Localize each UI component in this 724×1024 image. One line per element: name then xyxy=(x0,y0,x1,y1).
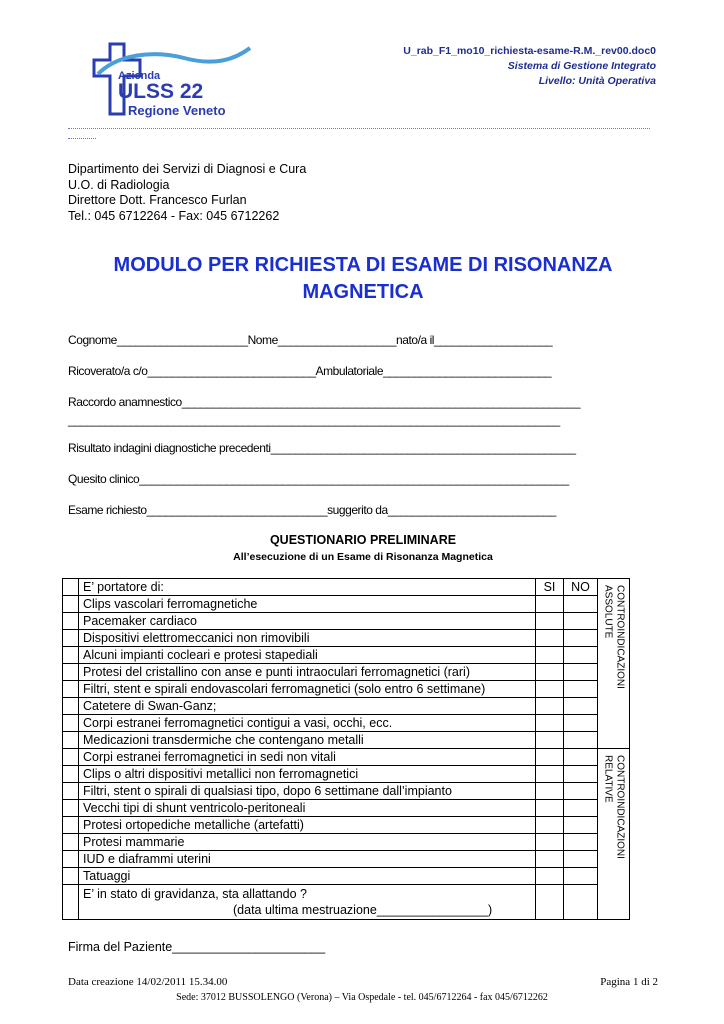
dept-line3: Direttore Dott. Francesco Furlan xyxy=(68,193,247,207)
table-row xyxy=(63,630,630,647)
row-number-cell xyxy=(63,596,79,613)
answer-no-checkbox[interactable] xyxy=(564,783,598,800)
row-number-cell xyxy=(63,783,79,800)
answer-si-checkbox[interactable] xyxy=(536,885,564,920)
patient-signature[interactable]: Firma del Paziente______________________ xyxy=(68,940,326,954)
questionnaire-subtitle: All’esecuzione di un Esame di Risonanza Magnetica xyxy=(233,551,493,563)
answer-si-checkbox[interactable] xyxy=(536,766,564,783)
answer-no-checkbox[interactable] xyxy=(564,664,598,681)
answer-si-checkbox[interactable] xyxy=(536,664,564,681)
row-number-cell xyxy=(63,868,79,885)
footer-page: Pagina 1 di 2 xyxy=(600,976,658,988)
answer-no-checkbox[interactable] xyxy=(564,732,598,749)
answer-no-checkbox[interactable] xyxy=(564,596,598,613)
questionnaire-table xyxy=(62,578,630,920)
answer-si-checkbox[interactable] xyxy=(536,647,564,664)
dept-line4: Tel.: 045 6712264 - Fax: 045 6712262 xyxy=(68,208,280,223)
question-item: Clips vascolari ferromagnetiche xyxy=(79,596,536,613)
field-anamnesis-continued[interactable]: _______________________________________________________________________________ xyxy=(68,413,560,427)
answer-no-checkbox[interactable] xyxy=(564,715,598,732)
answer-no-checkbox[interactable] xyxy=(564,868,598,885)
row-number-cell xyxy=(63,579,79,596)
question-item: Alcuni impianti cocleari e protesi stapediali xyxy=(79,647,536,664)
row-number-cell xyxy=(63,698,79,715)
table-row xyxy=(63,766,630,783)
answer-no-checkbox[interactable] xyxy=(564,630,598,647)
answer-si-checkbox[interactable] xyxy=(536,698,564,715)
answer-no-checkbox[interactable] xyxy=(564,647,598,664)
field-anamnesis[interactable]: Raccordo anamnestico________________________________________________________________ xyxy=(68,395,581,409)
table-row xyxy=(63,800,630,817)
table-row xyxy=(63,681,630,698)
dept-line1: Dipartimento dei Servizi di Diagnosi e Cura xyxy=(68,162,307,176)
row-number-cell xyxy=(63,817,79,834)
question-item: Tatuaggi xyxy=(79,868,536,885)
row-number-cell xyxy=(63,885,79,920)
field-requested-exam[interactable]: Esame richiesto_____________________________suggerito da___________________________ xyxy=(68,503,556,517)
header-separator xyxy=(68,128,650,129)
table-header-row xyxy=(63,579,630,596)
form-title xyxy=(68,252,658,306)
department-block xyxy=(68,162,306,224)
question-item: Pacemaker cardiaco xyxy=(79,613,536,630)
row-number-cell xyxy=(63,681,79,698)
answer-no-checkbox[interactable] xyxy=(564,851,598,868)
header-separator-stub xyxy=(68,138,96,139)
question-item-pregnancy xyxy=(79,885,536,920)
table-row xyxy=(63,647,630,664)
row-number-cell xyxy=(63,613,79,630)
table-row xyxy=(63,834,630,851)
table-row xyxy=(63,596,630,613)
field-previous-results[interactable]: Risultato indagini diagnostiche precedenti_________________________________________________ xyxy=(68,441,576,455)
question-item: Medicazioni transdermiche che contengano metalli xyxy=(79,732,536,749)
document-reference xyxy=(403,44,656,89)
answer-si-checkbox[interactable] xyxy=(536,800,564,817)
answer-no-checkbox[interactable] xyxy=(564,749,598,766)
row-number-cell xyxy=(63,800,79,817)
row-number-cell xyxy=(63,749,79,766)
logo-line1: Azienda xyxy=(118,70,161,82)
row-number-cell xyxy=(63,834,79,851)
answer-si-checkbox[interactable] xyxy=(536,834,564,851)
row-number-cell xyxy=(63,715,79,732)
side-label-absolute: CONTROINDICAZIONI ASSOLUTE xyxy=(602,585,626,689)
answer-no-checkbox[interactable] xyxy=(564,698,598,715)
question-item: Dispositivi elettromeccanici non rimovibili xyxy=(79,630,536,647)
table-row xyxy=(63,664,630,681)
answer-si-checkbox[interactable] xyxy=(536,630,564,647)
row-number-cell xyxy=(63,630,79,647)
answer-no-checkbox[interactable] xyxy=(564,800,598,817)
answer-no-checkbox[interactable] xyxy=(564,613,598,630)
answer-no-checkbox[interactable] xyxy=(564,681,598,698)
doc-system: Sistema di Gestione Integrato xyxy=(507,60,656,72)
table-row xyxy=(63,749,630,766)
question-item: Protesi mammarie xyxy=(79,834,536,851)
footer-address: Sede: 37012 BUSSOLENGO (Verona) – Via Ospedale - tel. 045/6712264 - fax 045/6712262 xyxy=(176,992,548,1003)
question-item: Protesi del cristallino con anse e punti intraoculari ferromagnetici (rari) xyxy=(79,664,536,681)
table-row xyxy=(63,613,630,630)
table-row xyxy=(63,817,630,834)
logo xyxy=(84,40,254,120)
table-row xyxy=(63,868,630,885)
dept-line2: U.O. di Radiologia xyxy=(68,177,170,192)
answer-si-checkbox[interactable] xyxy=(536,749,564,766)
row-number-cell xyxy=(63,664,79,681)
doc-level: Livello: Unità Operativa xyxy=(538,75,656,87)
side-label-absolute-cell xyxy=(598,579,630,749)
header-label: E’ portatore di: xyxy=(79,579,536,596)
question-item: Catetere di Swan-Ganz; xyxy=(79,698,536,715)
questionnaire-title: QUESTIONARIO PRELIMINARE xyxy=(269,533,457,547)
answer-si-checkbox[interactable] xyxy=(536,868,564,885)
answer-si-checkbox[interactable] xyxy=(536,715,564,732)
question-item: Corpi estranei ferromagnetici contigui a vasi, occhi, ecc. xyxy=(79,715,536,732)
question-item: Filtri, stent o spirali di qualsiasi tipo, dopo 6 settimane dall’impianto xyxy=(79,783,536,800)
question-item: Filtri, stent e spirali endovascolari ferromagnetici (solo entro 6 settimane) xyxy=(79,681,536,698)
answer-si-checkbox[interactable] xyxy=(536,851,564,868)
table-row xyxy=(63,698,630,715)
logo-line3: Regione Veneto xyxy=(128,103,226,118)
doc-filename: U_rab_F1_mo10_richiesta-esame-R.M._rev00.doc0 xyxy=(403,45,656,57)
title-line1: MODULO PER RICHIESTA DI ESAME DI RISONANZA xyxy=(113,254,613,276)
table-row xyxy=(63,783,630,800)
row-number-cell xyxy=(63,647,79,664)
answer-no-checkbox[interactable] xyxy=(564,885,598,920)
question-item: Corpi estranei ferromagnetici in sedi non vitali xyxy=(79,749,536,766)
field-patient-name[interactable]: Cognome_____________________Nome___________________nato/a il___________________ xyxy=(68,333,553,347)
question-item: Vecchi tipi di shunt ventricolo-peritoneali xyxy=(79,800,536,817)
side-label-relative: CONTROINDICAZIONI RELATIVE xyxy=(602,755,626,859)
answer-si-checkbox[interactable] xyxy=(536,681,564,698)
last-menstruation-field[interactable]: (data ultima mestruazione________________) xyxy=(233,903,493,917)
answer-si-checkbox[interactable] xyxy=(536,732,564,749)
question-item: Protesi ortopediche metalliche (artefatti) xyxy=(79,817,536,834)
table-row xyxy=(63,851,630,868)
header-si: SI xyxy=(536,579,564,596)
answer-no-checkbox[interactable] xyxy=(564,766,598,783)
question-item: Clips o altri dispositivi metallici non ferromagnetici xyxy=(79,766,536,783)
row-number-cell xyxy=(63,766,79,783)
answer-si-checkbox[interactable] xyxy=(536,817,564,834)
logo-line2: ULSS 22 xyxy=(118,80,204,103)
question-item: IUD e diaframmi uterini xyxy=(79,851,536,868)
table-row xyxy=(63,715,630,732)
answer-si-checkbox[interactable] xyxy=(536,596,564,613)
footer-created: Data creazione 14/02/2011 15.34.00 xyxy=(68,976,228,988)
table-row-pregnancy xyxy=(63,885,630,920)
answer-no-checkbox[interactable] xyxy=(564,817,598,834)
row-number-cell xyxy=(63,732,79,749)
side-label-relative-cell xyxy=(598,749,630,920)
title-line2: MAGNETICA xyxy=(302,281,424,303)
field-admission[interactable]: Ricoverato/a c/o___________________________Ambulatoriale___________________________ xyxy=(68,364,552,378)
answer-si-checkbox[interactable] xyxy=(536,613,564,630)
row-number-cell xyxy=(63,851,79,868)
table-row xyxy=(63,732,630,749)
header-no: NO xyxy=(564,579,598,596)
pregnancy-question: E’ in stato di gravidanza, sta allattando ? xyxy=(83,887,307,901)
answer-si-checkbox[interactable] xyxy=(536,783,564,800)
answer-no-checkbox[interactable] xyxy=(564,834,598,851)
field-clinical-question[interactable]: Quesito clinico_____________________________________________________________________ xyxy=(68,472,569,486)
